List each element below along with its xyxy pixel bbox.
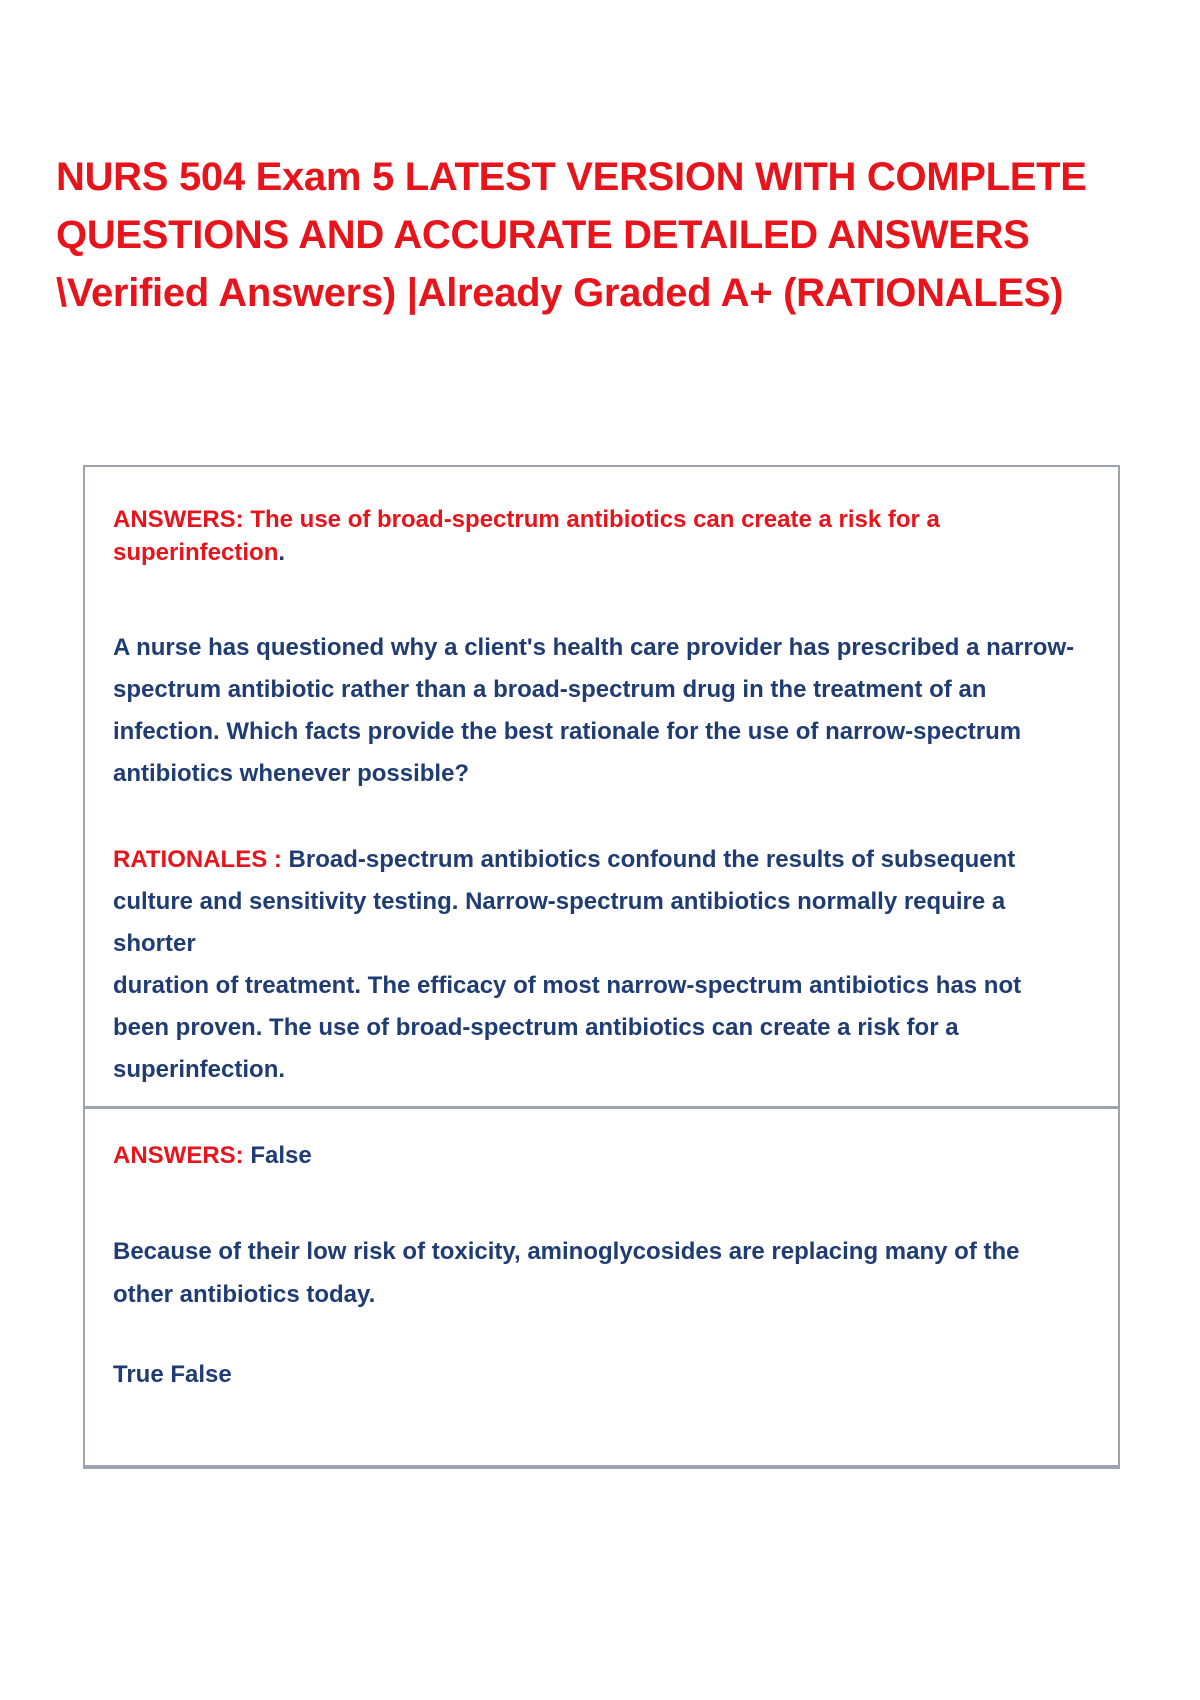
rationale-label: RATIONALES : [113, 846, 282, 873]
answer-text: False [243, 1142, 312, 1169]
rationale-text-continued: duration of treatment. The efficacy of most narrow-spectrum antibiotics has not been proven. The use of broad-spectrum antibiotics can create a risk for a superinfection. [113, 972, 1022, 1083]
answer-line [113, 467, 1078, 569]
rationale [113, 839, 1078, 1091]
answer-text: The use of broad-spectrum antibiotics can create a risk for a superinfection [113, 506, 940, 566]
answer-label: ANSWERS: [113, 1142, 244, 1169]
qa-item [85, 467, 1118, 1109]
qa-table [83, 465, 1120, 1469]
qa-item [85, 1109, 1118, 1465]
document-title: NURS 504 Exam 5 LATEST VERSION WITH COMPLETE QUESTIONS AND ACCURATE DETAILED ANSWERS \Verified Answers) |Already Graded A+ (RATIONALES) [56, 155, 1087, 315]
answer-line [113, 1109, 1078, 1172]
answer-options: True False [113, 1361, 232, 1388]
rationale-text: Broad-spectrum antibiotics confound the results of subsequent culture and sensitivity testing. Narrow-spectrum antibiotics normally require a shorter [113, 846, 1016, 957]
answer-end: . [278, 539, 286, 566]
answer-label: ANSWERS: [113, 506, 244, 533]
question-text: Because of their low risk of toxicity, aminoglycosides are replacing many of the other antibiotics today. [113, 1238, 1020, 1308]
question-text: A nurse has questioned why a client's health care provider has prescribed a narrow-spectrum antibiotic rather than a broad-spectrum drug in the treatment of an infection. Which facts provide the best rationale for the use of narrow-spectrum antibiotics whenever possible? [113, 634, 1075, 787]
